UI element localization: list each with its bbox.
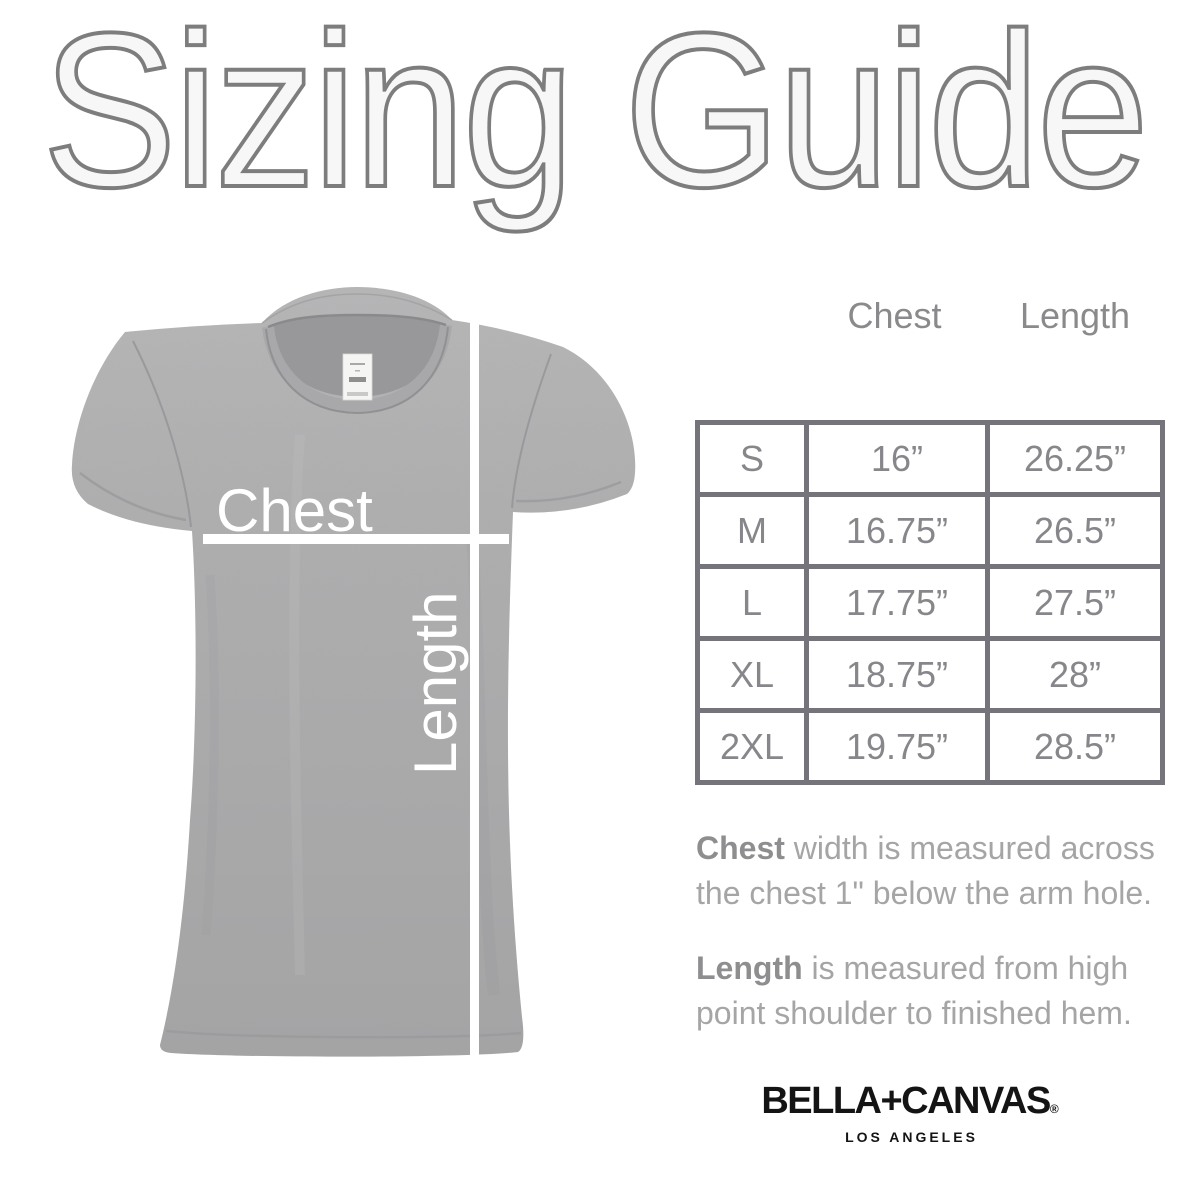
size-cell: M	[700, 497, 804, 564]
chest-cell: 16.75”	[809, 497, 985, 564]
chest-cell: 16”	[809, 425, 985, 492]
size-table	[695, 420, 1165, 785]
size-cell: S	[700, 425, 804, 492]
brand-name: BELLA+CANVAS®	[761, 1080, 1059, 1122]
length-line-label: Length	[402, 591, 469, 775]
chest-line-label: Chest	[216, 477, 373, 544]
chest-cell: 17.75”	[809, 569, 985, 636]
neck-tag	[343, 354, 372, 400]
chest-cell: 18.75”	[809, 641, 985, 708]
page-title: Sizing Guide	[42, 0, 1146, 233]
length-cell: 26.25”	[990, 425, 1160, 492]
length-cell: 28”	[990, 641, 1160, 708]
length-cell: 26.5”	[990, 497, 1160, 564]
length-note	[696, 946, 1174, 1036]
chest-note-term: Chest	[696, 830, 785, 866]
size-cell: L	[700, 569, 804, 636]
size-cell: 2XL	[700, 713, 804, 780]
table-header-chest: Chest	[847, 295, 942, 336]
length-cell: 28.5”	[990, 713, 1160, 780]
brand-city: LOS ANGELES	[845, 1128, 978, 1145]
size-cell: XL	[700, 641, 804, 708]
chest-cell: 19.75”	[809, 713, 985, 780]
brand-logo	[700, 1080, 1120, 1145]
length-note-term: Length	[696, 950, 803, 986]
length-note-text: is measured from high point shoulder to finished hem.	[696, 950, 1132, 1031]
length-measure-line	[470, 317, 479, 1070]
chest-note-text: width is measured across the chest 1" below the arm hole.	[696, 830, 1155, 911]
chest-note	[696, 826, 1174, 916]
registered-mark: ®	[1049, 1102, 1059, 1116]
length-cell: 27.5”	[990, 569, 1160, 636]
tshirt-figure	[0, 275, 700, 1085]
measurement-notes	[696, 826, 1174, 1066]
table-header-length: Length	[1019, 295, 1131, 336]
